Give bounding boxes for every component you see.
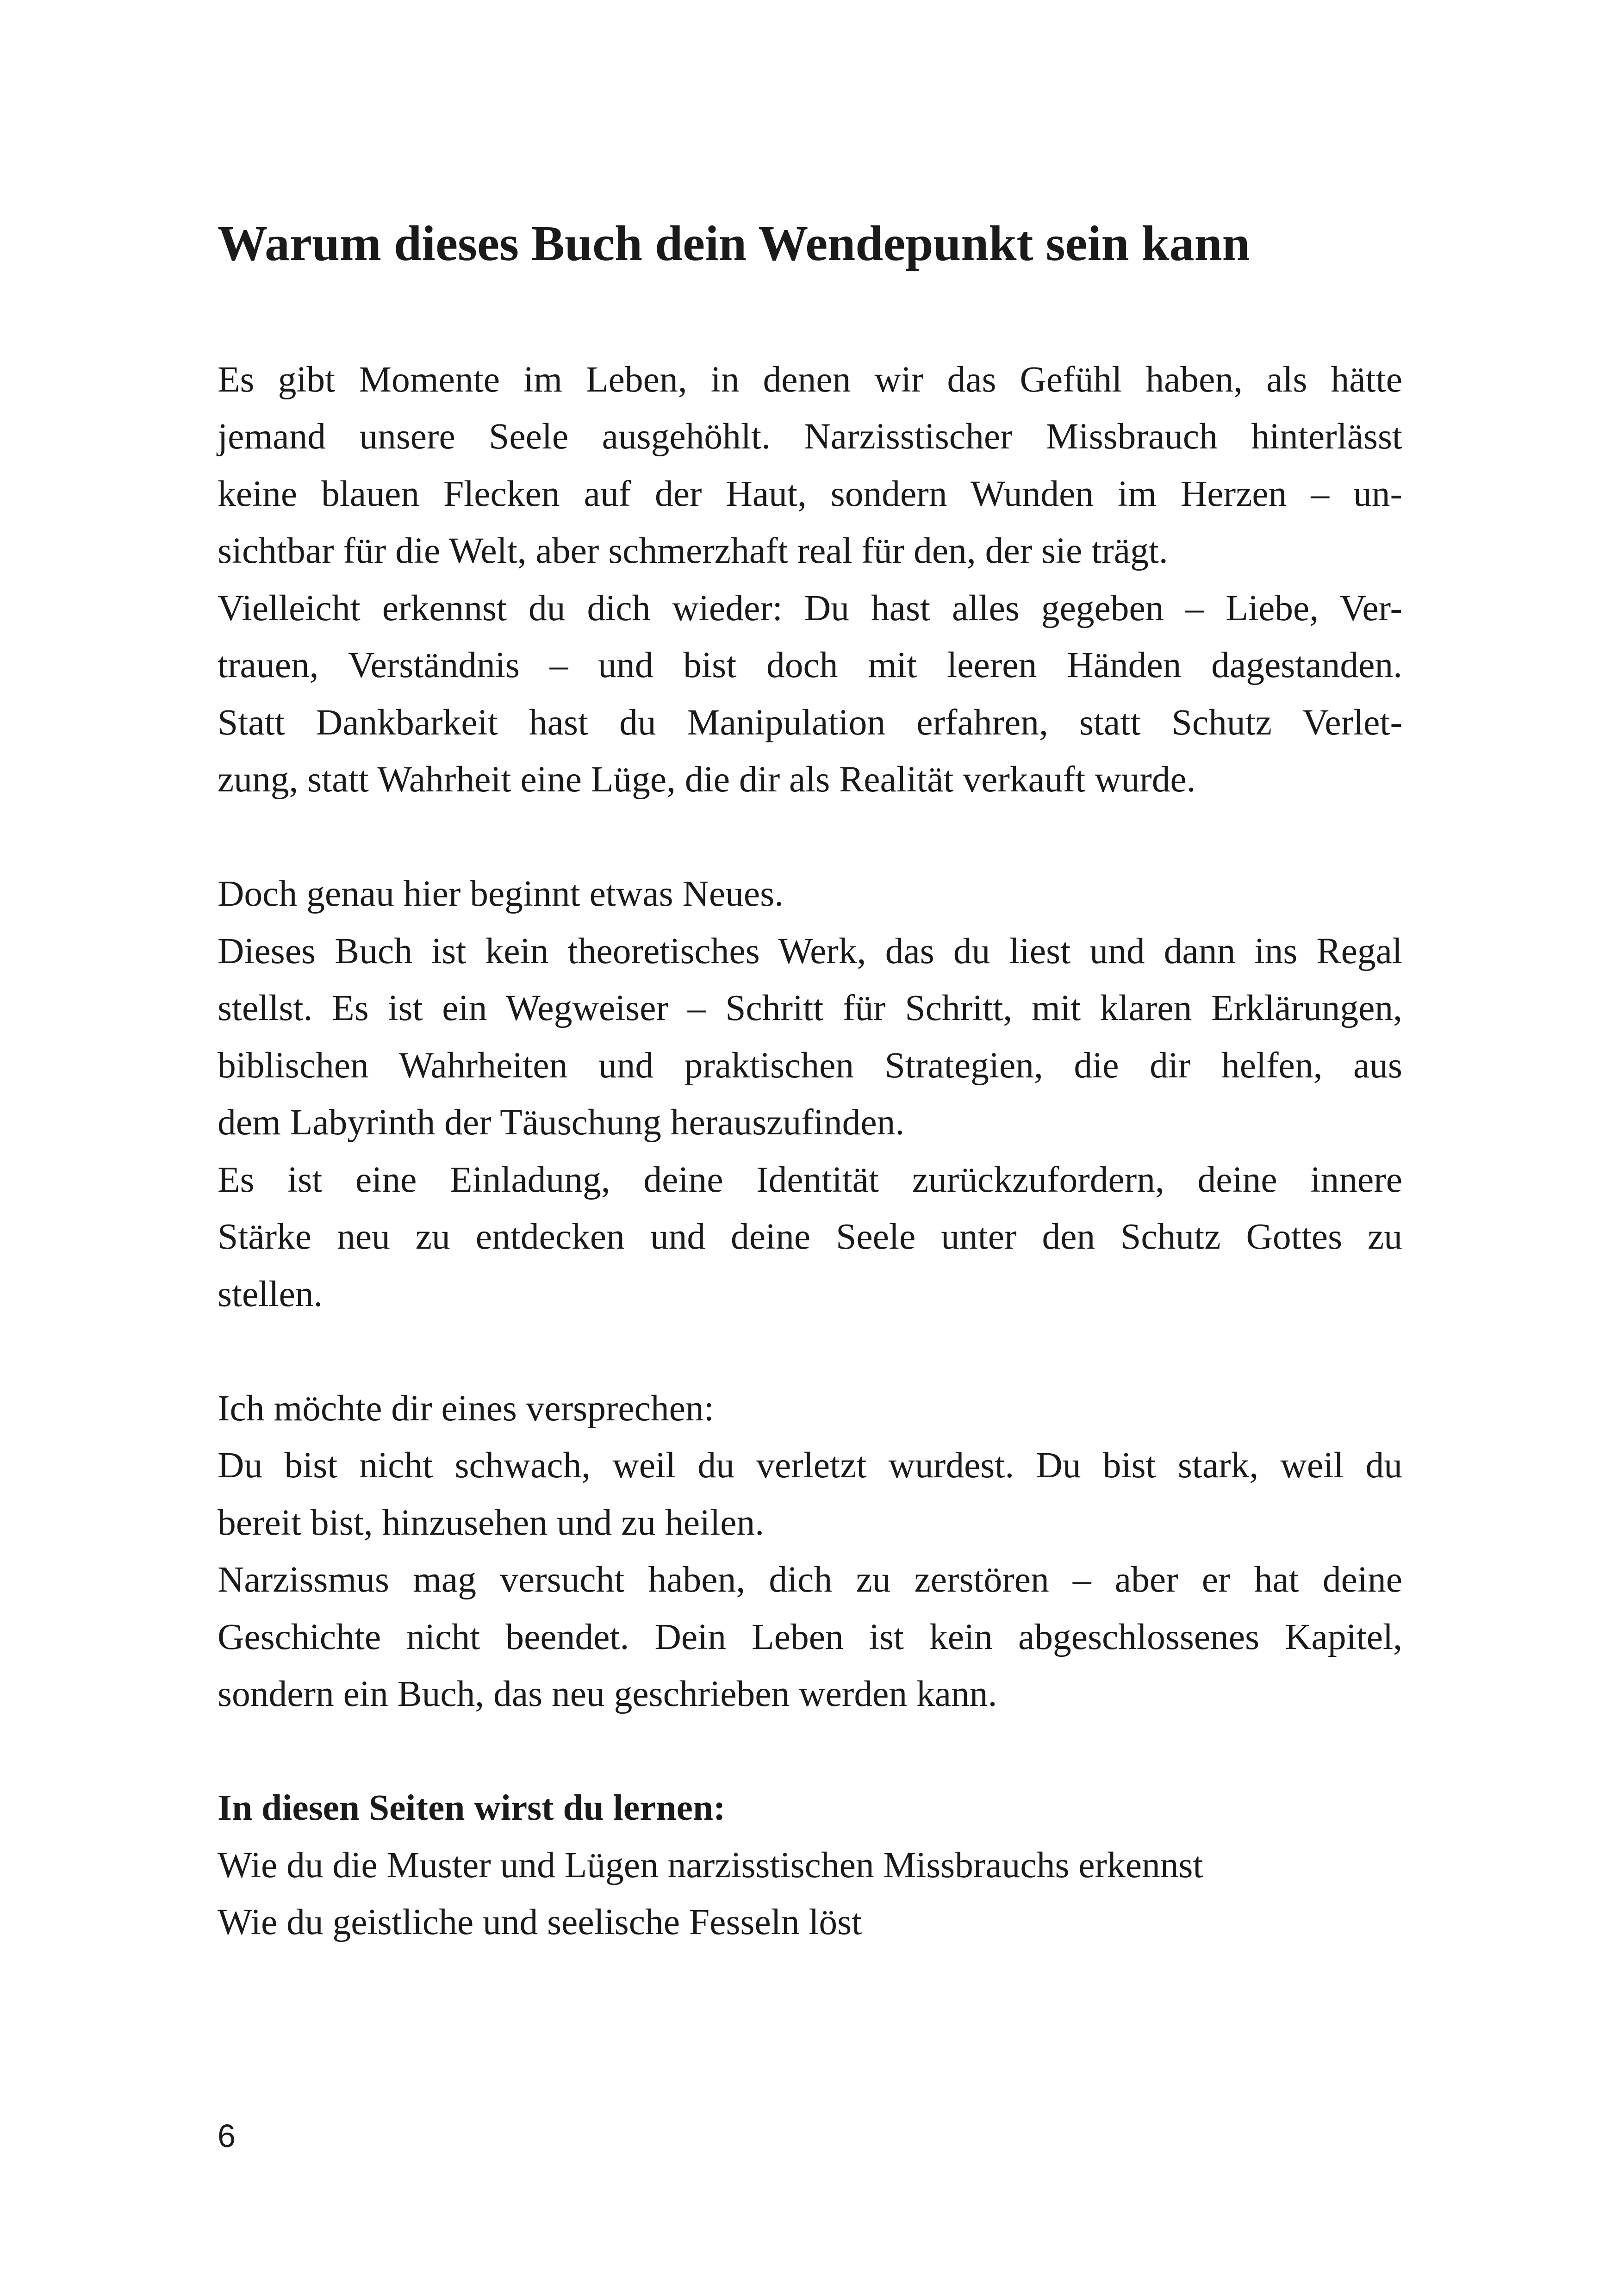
chapter-title: Warum dieses Buch dein Wendepunkt sein kann (218, 216, 1250, 271)
body-line: biblischen Wahrheiten und praktischen Strategien, die dir helfen, aus (218, 1045, 1402, 1086)
body-line: Dieses Buch ist kein theoretisches Werk, das du liest und dann ins Regal (218, 931, 1402, 971)
body-line: sondern ein Buch, das neu geschrieben werden kann. (218, 1674, 997, 1714)
body-line: Ich möchte dir eines versprechen: (218, 1388, 714, 1429)
list-item: Wie du geistliche und seelische Fesseln löst (218, 1902, 862, 1942)
body-line: stellen. (218, 1274, 323, 1314)
body-line: Du bist nicht schwach, weil du verletzt wurdest. Du bist stark, weil du (218, 1445, 1402, 1486)
body-line: Geschichte nicht beendet. Dein Leben ist kein abgeschlossenes Kapitel, (218, 1617, 1402, 1657)
body-line: Stärke neu zu entdecken und deine Seele unter den Schutz Gottes zu (218, 1216, 1402, 1257)
list-item: Wie du die Muster und Lügen narzisstischen Missbrauchs erkennst (218, 1845, 1203, 1885)
body-line: sichtbar für die Welt, aber schmerzhaft real für den, der sie trägt. (218, 530, 1168, 571)
body-line: zung, statt Wahrheit eine Lüge, die dir als Realität verkauft wurde. (218, 759, 1196, 800)
body-line: Es ist eine Einladung, deine Identität zurückzufordern, deine innere (218, 1159, 1402, 1200)
section-heading: In diesen Seiten wirst du lernen: (218, 1787, 726, 1828)
body-line: Narzissmus mag versucht haben, dich zu zerstören – aber er hat deine (218, 1559, 1402, 1600)
page-number: 6 (218, 2118, 236, 2154)
body-line: jemand unsere Seele ausgehöhlt. Narzisstischer Missbrauch hinterlässt (218, 416, 1402, 457)
body-line: Doch genau hier beginnt etwas Neues. (218, 873, 784, 914)
body-line: dem Labyrinth der Täuschung herauszufinden. (218, 1102, 905, 1143)
body-line: Es gibt Momente im Leben, in denen wir das Gefühl haben, als hätte (218, 359, 1402, 400)
body-line: bereit bist, hinzusehen und zu heilen. (218, 1502, 765, 1543)
body-line: trauen, Verständnis – und bist doch mit leeren Händen dagestanden. (218, 645, 1402, 685)
body-line: Statt Dankbarkeit hast du Manipulation erfahren, statt Schutz Verlet- (218, 702, 1402, 743)
body-line: Vielleicht erkennst du dich wieder: Du hast alles gegeben – Liebe, Ver- (218, 588, 1402, 628)
body-line: stellst. Es ist ein Wegweiser – Schritt für Schritt, mit klaren Erklärungen, (218, 988, 1402, 1028)
body-line: keine blauen Flecken auf der Haut, sondern Wunden im Herzen – un- (218, 473, 1402, 514)
